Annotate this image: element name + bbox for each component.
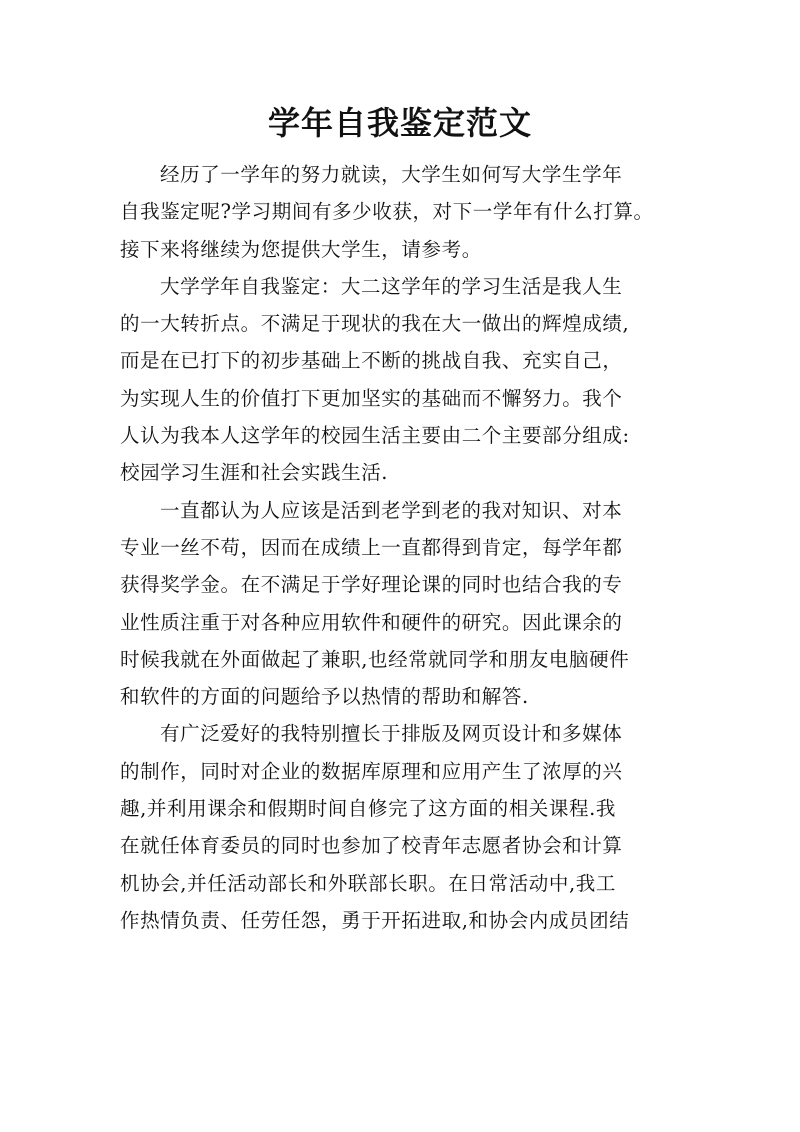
text-line: 在就任体育委员的同时也参加了校青年志愿者协会和计算 [120, 834, 623, 858]
text-line: 校园学习生涯和社会实践生活. [120, 461, 389, 485]
text-line: 时候我就在外面做起了兼职,也经常就同学和朋友电脑硬件 [120, 647, 630, 671]
text-line: 的一大转折点。不满足于现状的我在大一做出的辉煌成绩, [120, 312, 630, 336]
text-line: 获得奖学金。在不满足于学好理论课的同时也结合我的专 [120, 573, 623, 597]
document-title: 学年自我鉴定范文 [267, 104, 532, 142]
text-line: 的制作，同时对企业的数据库原理和应用产生了浓厚的兴 [120, 759, 623, 783]
text-line: 趣,并利用课余和假期时间自修完了这方面的相关课程.我 [120, 797, 616, 821]
text-line: 机协会,并任活动部长和外联部长职。在日常活动中,我工 [120, 871, 616, 895]
document-body [120, 156, 710, 939]
text-line: 为实现人生的价值打下更加坚实的基础而不懈努力。我个 [120, 386, 623, 410]
text-line: 经历了一学年的努力就读，大学生如何写大学生学年 [160, 163, 623, 186]
text-line: 作热情负责、任劳任怨，勇于开拓进取,和协会内成员团结 [120, 908, 630, 932]
text-line: 自我鉴定呢?学习期间有多少收获，对下一学年有什么打算。 [120, 200, 654, 224]
text-line: 大学学年自我鉴定：大二这学年的学习生活是我人生 [160, 274, 623, 298]
text-line: 和软件的方面的问题给予以热情的帮助和解答. [120, 685, 529, 709]
text-line: 有广泛爱好的我特别擅长于排版及网页设计和多媒体 [160, 722, 623, 746]
text-line: 业性质注重于对各种应用软件和硬件的研究。因此课余的 [120, 610, 623, 634]
text-line: 人认为我本人这学年的校园生活主要由二个主要部分组成: [120, 424, 630, 448]
text-line: 而是在已打下的初步基础上不断的挑战自我、充实自己， [120, 349, 623, 373]
text-line: 一直都认为人应该是活到老学到老的我对知识、对本 [160, 498, 623, 522]
text-line: 专业一丝不苟，因而在成绩上一直都得到肯定，每学年都 [120, 535, 623, 559]
text-line: 接下来将继续为您提供大学生，请参考。 [120, 237, 482, 261]
